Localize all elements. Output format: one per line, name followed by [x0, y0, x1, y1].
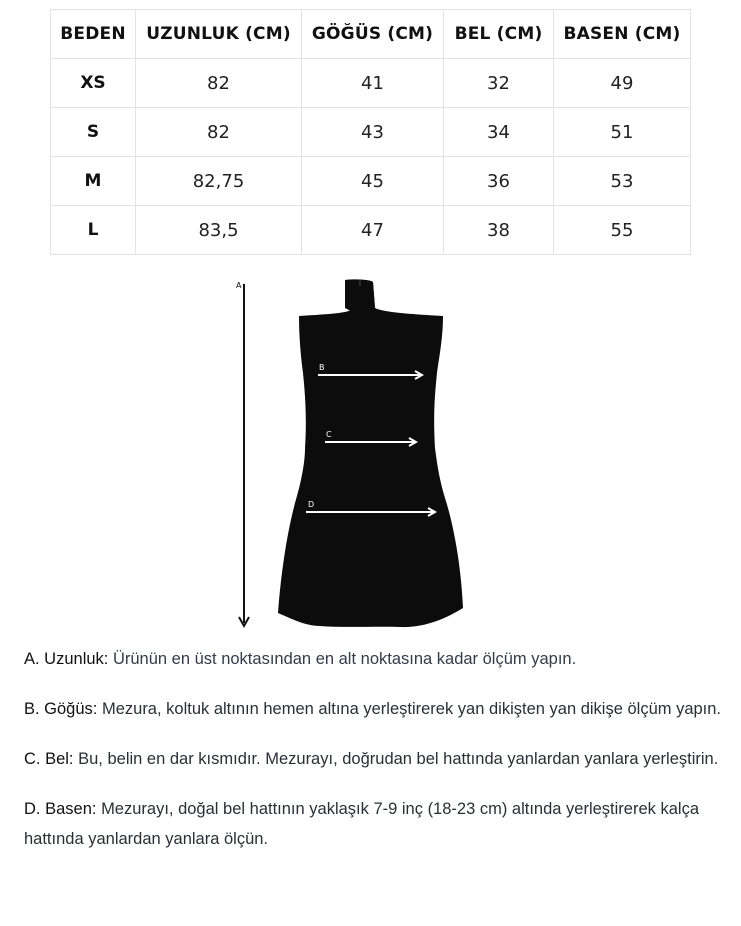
note-label: A. Uzunluk: — [24, 650, 109, 668]
chest-cell: 47 — [302, 206, 444, 255]
header-size: BEDEN — [51, 10, 136, 59]
label-d: D — [308, 500, 315, 509]
length-arrow-icon — [239, 284, 249, 626]
table-row — [51, 157, 691, 206]
label-b: B — [319, 363, 325, 372]
chest-cell: 45 — [302, 157, 444, 206]
size-cell: L — [51, 206, 136, 255]
waist-cell: 38 — [444, 206, 554, 255]
table-row — [51, 206, 691, 255]
dress-silhouette — [278, 280, 463, 627]
header-chest: GÖĞÜS (CM) — [302, 10, 444, 59]
note-label: C. Bel: — [24, 750, 74, 768]
hip-cell: 53 — [554, 157, 691, 206]
size-chart-table — [50, 9, 691, 255]
waist-cell: 34 — [444, 108, 554, 157]
chest-cell: 41 — [302, 59, 444, 108]
waist-cell: 36 — [444, 157, 554, 206]
hip-cell: 51 — [554, 108, 691, 157]
size-cell: M — [51, 157, 136, 206]
note-waist — [24, 744, 724, 774]
note-label: D. Basen: — [24, 800, 97, 818]
table-row — [51, 59, 691, 108]
dress-illustration — [225, 278, 475, 634]
measurement-instructions — [24, 644, 724, 874]
size-cell: S — [51, 108, 136, 157]
table-header-row — [51, 10, 691, 59]
header-hip: BASEN (CM) — [554, 10, 691, 59]
label-c: C — [326, 430, 332, 439]
label-a: A — [236, 281, 242, 290]
dress-measurement-diagram — [225, 278, 475, 634]
length-cell: 82 — [136, 108, 302, 157]
waist-cell: 32 — [444, 59, 554, 108]
length-cell: 82 — [136, 59, 302, 108]
note-text: Mezura, koltuk altının hemen altına yerleştirerek yan dikişten yan dikişe ölçüm yapın. — [101, 700, 722, 718]
note-chest — [24, 694, 724, 724]
note-label: B. Göğüs: — [24, 700, 98, 718]
note-text: Bu, belin en dar kısmıdır. Mezurayı, doğrudan bel hattında yanlardan yanlara yerleştirin. — [78, 750, 719, 768]
note-length — [24, 644, 724, 674]
header-waist: BEL (CM) — [444, 10, 554, 59]
length-cell: 83,5 — [136, 206, 302, 255]
length-cell: 82,75 — [136, 157, 302, 206]
chest-cell: 43 — [302, 108, 444, 157]
hip-cell: 49 — [554, 59, 691, 108]
note-text: Ürünün en üst noktasından en alt noktasına kadar ölçüm yapın. — [112, 650, 577, 668]
note-hip — [24, 794, 724, 854]
hip-cell: 55 — [554, 206, 691, 255]
size-cell: XS — [51, 59, 136, 108]
note-text: Mezurayı, doğal bel hattının yaklaşık 7-9 inç (18-23 cm) altında yerleştirerek kalça hattında yanlardan yanlara ölçün. — [24, 800, 700, 848]
header-length: UZUNLUK (CM) — [136, 10, 302, 59]
table-row — [51, 108, 691, 157]
